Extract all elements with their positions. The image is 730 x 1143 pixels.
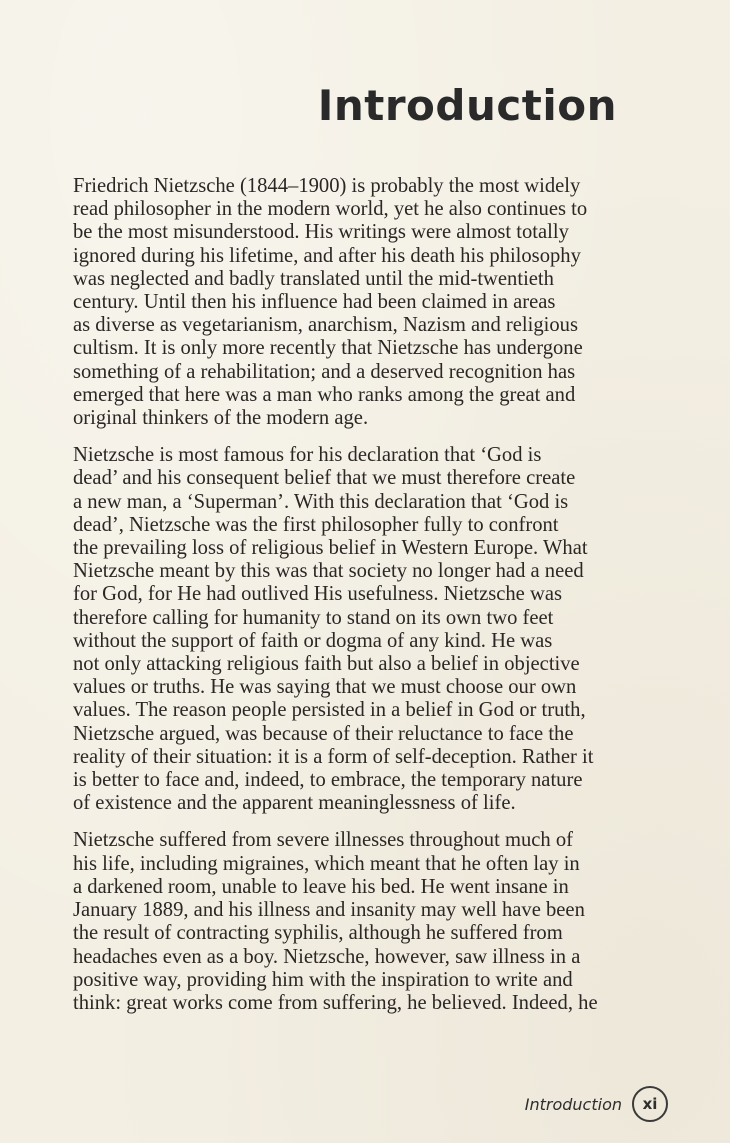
paragraph-2 [73, 444, 633, 815]
text-line: read philosopher in the modern world, yet he also continues to [73, 198, 588, 221]
text-line: values or truths. He was saying that we must choose our own [73, 676, 577, 699]
text-line: is better to face and, indeed, to embrace, the temporary nature [73, 769, 583, 792]
text-line: Nietzsche meant by this was that society no longer had a need [73, 560, 584, 583]
text-line: dead’ and his consequent belief that we must therefore create [73, 467, 576, 490]
text-line: century. Until then his influence had been claimed in areas [73, 291, 556, 314]
text-line: without the support of faith or dogma of any kind. He was [73, 629, 553, 652]
text-line: a new man, a ‘Superman’. With this declaration that ‘God is [73, 490, 569, 513]
text-line: cultism. It is only more recently that Nietzsche has undergone [73, 337, 583, 360]
text-line: headaches even as a boy. Nietzsche, however, saw illness in a [73, 945, 581, 968]
text-line: of existence and the apparent meaninglessness of life. [73, 792, 516, 815]
text-line: be the most misunderstood. His writings were almost totally [73, 221, 569, 244]
text-line: as diverse as vegetarianism, anarchism, Nazism and religious [73, 314, 578, 337]
text-line: was neglected and badly translated until the mid-twentieth [73, 267, 554, 290]
text-line: Friedrich Nietzsche (1844–1900) is probably the most widely [73, 175, 581, 197]
text-line: Nietzsche is most famous for his declaration that ‘God is [73, 444, 542, 467]
text-line: for God, for He had outlived His usefulness. Nietzsche was [73, 583, 562, 606]
text-line: Nietzsche suffered from severe illnesses throughout much of [73, 829, 574, 852]
text-line: ignored during his lifetime, and after his death his philosophy [73, 244, 581, 267]
text-line: Nietzsche argued, was because of their reluctance to face the [73, 722, 574, 745]
chapter-title: Introduction [317, 81, 617, 130]
body-text [73, 175, 633, 1029]
running-head: Introduction [524, 1094, 622, 1114]
text-line: think: great works come from suffering, he believed. Indeed, he [73, 991, 598, 1014]
paragraph-3 [73, 829, 633, 1015]
text-line: therefore calling for humanity to stand on its own two feet [73, 606, 554, 629]
text-line: his life, including migraines, which meant that he often lay in [73, 852, 580, 875]
text-line: the prevailing loss of religious belief in Western Europe. What [73, 537, 588, 560]
text-line: something of a rehabilitation; and a deserved recognition has [73, 360, 576, 383]
text-line: emerged that here was a man who ranks among the great and [73, 383, 576, 406]
text-line: not only attacking religious faith but also a belief in objective [73, 653, 580, 676]
text-line: January 1889, and his illness and insanity may well have been [73, 899, 585, 922]
text-line: original thinkers of the modern age. [73, 407, 369, 430]
page-footer [525, 1086, 668, 1122]
text-line: reality of their situation: it is a form of self-deception. Rather it [73, 745, 594, 768]
text-line: positive way, providing him with the inspiration to write and [73, 968, 573, 991]
text-line: a darkened room, unable to leave his bed. He went insane in [73, 875, 569, 898]
text-line: values. The reason people persisted in a belief in God or truth, [73, 699, 586, 722]
page-number-badge: xi [632, 1086, 668, 1122]
text-line: dead’, Nietzsche was the first philosopher fully to confront [73, 513, 559, 536]
text-line: the result of contracting syphilis, although he suffered from [73, 922, 563, 945]
paragraph-1 [73, 175, 633, 430]
